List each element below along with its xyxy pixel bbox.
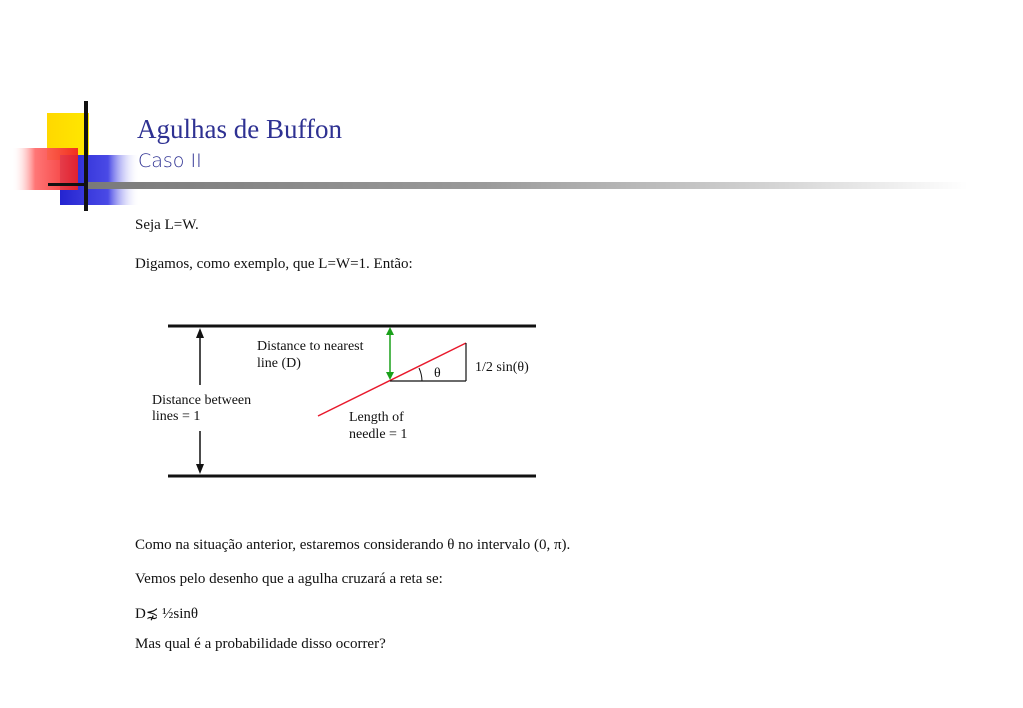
label-distance-between-1: Distance between bbox=[152, 393, 252, 408]
label-theta: θ bbox=[434, 366, 441, 381]
text-line-2: Digamos, como exemplo, que L=W=1. Então: bbox=[135, 256, 413, 272]
buffon-needle-diagram bbox=[140, 315, 560, 490]
decor-vertical-bar bbox=[84, 101, 88, 211]
text-line-4: Vemos pelo desenho que a agulha cruzará a reta se: bbox=[135, 571, 443, 587]
green-arrow-up-icon bbox=[386, 327, 394, 335]
slide-subtitle: Caso II bbox=[138, 150, 202, 172]
slide-title: Agulhas de Buffon bbox=[137, 114, 342, 144]
text-line-1: Seja L=W. bbox=[135, 217, 199, 233]
label-distance-nearest-2: line (D) bbox=[257, 356, 301, 371]
arrow-down-icon bbox=[196, 464, 204, 474]
arrow-up-icon bbox=[196, 328, 204, 338]
text-line-3: Como na situação anterior, estaremos considerando θ no intervalo (0, π). bbox=[135, 537, 571, 553]
decor-horizontal-bar bbox=[48, 183, 92, 186]
label-needle-length-2: needle = 1 bbox=[349, 427, 408, 442]
label-distance-between-2: lines = 1 bbox=[152, 409, 201, 424]
label-needle-length-1: Length of bbox=[349, 410, 404, 425]
title-underline bbox=[88, 182, 968, 189]
text-line-5: D⋨ ½sinθ bbox=[135, 606, 199, 622]
text-line-6: Mas qual é a probabilidade disso ocorrer? bbox=[135, 636, 386, 652]
label-half-sin-theta: 1/2 sin(θ) bbox=[475, 360, 529, 375]
theta-arc bbox=[419, 368, 422, 381]
label-distance-nearest-1: Distance to nearest bbox=[257, 339, 364, 354]
